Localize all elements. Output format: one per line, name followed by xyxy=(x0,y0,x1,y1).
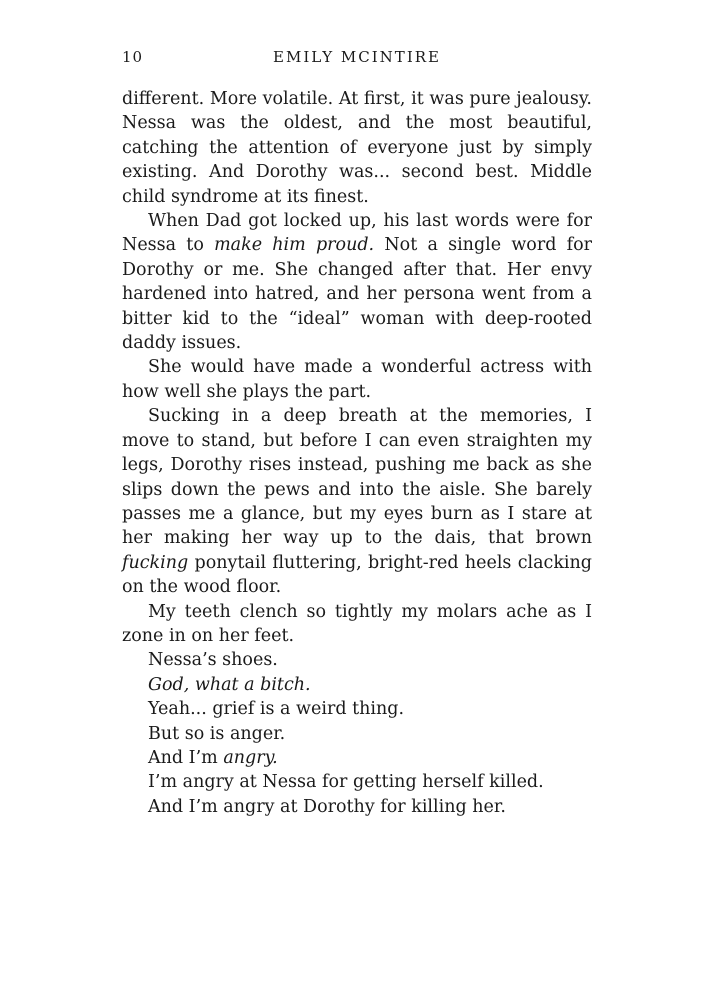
text-segment: And I’m angry at Dorothy for killing her. xyxy=(148,796,506,817)
text-segment: Yeah... grief is a weird thing. xyxy=(148,699,405,720)
paragraph xyxy=(122,795,592,819)
italic-text: fucking xyxy=(122,552,189,573)
text-segment: ponytail fluttering, bright-red heels clacking on the wood floor. xyxy=(122,552,592,598)
running-head xyxy=(122,48,592,72)
paragraph xyxy=(122,404,592,599)
paragraph xyxy=(122,770,592,794)
paragraph xyxy=(122,722,592,746)
italic-text: God, what a bitch. xyxy=(148,674,311,695)
paragraph xyxy=(122,673,592,697)
body-text xyxy=(122,87,592,819)
text-segment: She would have made a wonderful actress with how well she plays the part. xyxy=(122,357,592,402)
text-segment: Not a single word for Dorothy or me. She changed after that. Her envy hardened into hatred, and her persona went from a bitter kid to the “ideal” woman with deep-rooted daddy issues. xyxy=(122,235,593,354)
paragraph xyxy=(122,355,592,404)
text-segment: But so is anger. xyxy=(148,723,286,744)
text-segment: Sucking in a deep breath at the memories, I move to stand, but before I can even straighten my legs, Dorothy rises instead, pushing me back as she slips down the pews and into the aisle. She barely passes me a glance, but my eyes burn as I stare at her making her way up to the dais, that brown xyxy=(122,406,592,549)
text-segment: different. More volatile. At first, it was pure jealousy. Nessa was the oldest, and the most beautiful, catching the attention of everyone just by simply existing. And Dorothy was... second best. Middle child syndrome at its finest. xyxy=(122,89,592,207)
text-segment: My teeth clench so tightly my molars ache as I zone in on her feet. xyxy=(122,601,592,646)
running-head-author: EMILY MCINTIRE xyxy=(273,48,441,66)
paragraph xyxy=(122,600,592,649)
italic-text: make him proud. xyxy=(214,235,375,256)
text-segment: When Dad got locked up, his last words were for Nessa to xyxy=(122,211,592,256)
page-number: 10 xyxy=(122,48,144,66)
italic-text: angry. xyxy=(223,747,278,768)
text-segment: I’m angry at Nessa for getting herself killed. xyxy=(148,772,544,793)
text-segment: Nessa’s shoes. xyxy=(148,650,278,671)
paragraph xyxy=(122,87,592,209)
text-segment: And I’m xyxy=(148,747,224,768)
paragraph xyxy=(122,746,592,770)
paragraph xyxy=(122,209,592,355)
paragraph xyxy=(122,648,592,672)
paragraph xyxy=(122,697,592,721)
